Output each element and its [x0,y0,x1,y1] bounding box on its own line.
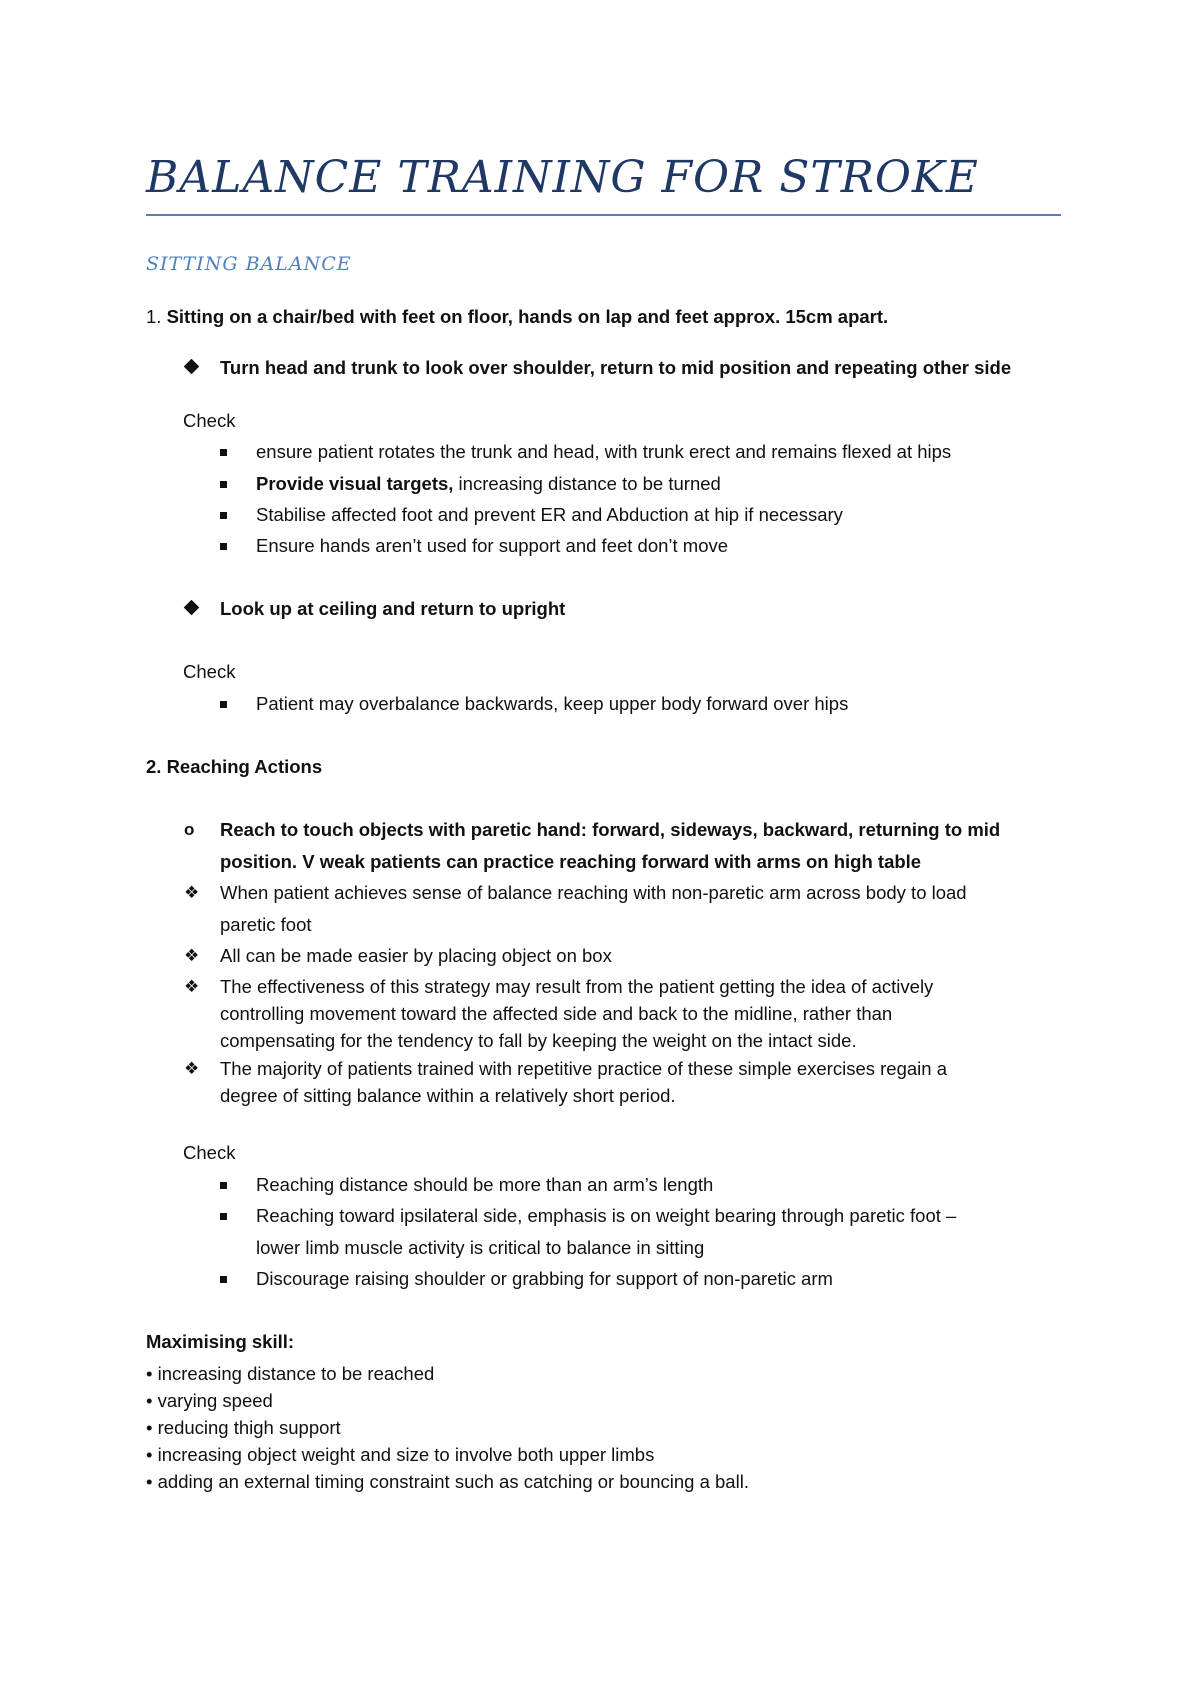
reach-point: compensating for the tendency to fall by keeping the weight on the intact side. [220,1030,857,1051]
four-diamond-icon: ❖ [184,977,200,996]
check-item: ensure patient rotates the trunk and head, with trunk erect and remains flexed at hips [256,441,952,462]
check-label: Check [183,410,236,431]
four-diamond-icon: ❖ [184,883,200,902]
title-divider [146,214,1061,216]
maximising-item-text: increasing object weight and size to involve both upper limbs [157,1444,655,1465]
check-item-bold: Provide visual targets, [256,473,454,494]
maximising-item-text: reducing thigh support [157,1417,341,1438]
square-bullet-icon [220,1204,227,1228]
check-item-text: increasing distance to be turned [453,473,721,494]
item1-heading [146,305,888,329]
bullet-icon: • [146,1390,153,1411]
four-diamond-icon: ❖ [184,946,200,965]
square-bullet-icon [220,440,227,464]
square-bullet-icon [220,1173,227,1197]
reach-point: controlling movement toward the affected side and back to the midline, rather than [220,1003,893,1024]
exercise-turn-head: Turn head and trunk to look over shoulder, return to mid position and repeating other side [220,357,1012,378]
item2-heading: 2. Reaching Actions [146,756,323,777]
maximising-item-text: increasing distance to be reached [157,1363,435,1384]
bullet-icon: • [146,1444,153,1465]
circle-bullet-icon: o [184,820,195,839]
square-bullet-icon [220,692,227,716]
square-bullet-icon [220,472,227,496]
exercise-look-up: Look up at ceiling and return to upright [220,598,566,619]
reach-point: When patient achieves sense of balance reaching with non-paretic arm across body to load [220,882,967,903]
reach-point: The majority of patients trained with repetitive practice of these simple exercises regain a [220,1058,947,1079]
square-bullet-icon [220,1267,227,1291]
check-item: lower limb muscle activity is critical to balance in sitting [256,1237,705,1258]
reach-main-line: Reach to touch objects with paretic hand: forward, sideways, backward, returning to mid [220,819,1001,840]
reach-point: paretic foot [220,914,312,935]
item1-text: Sitting on a chair/bed with feet on floor, hands on lap and feet approx. 15cm apart. [166,306,889,327]
maximising-item [146,1443,654,1467]
square-bullet-icon [220,503,227,527]
reach-main-line: position. V weak patients can practice reaching forward with arms on high table [220,851,922,872]
item1-number: 1. [146,306,162,327]
maximising-item [146,1362,434,1386]
check-item: Reaching distance should be more than an arm’s length [256,1174,714,1195]
reach-point: The effectiveness of this strategy may result from the patient getting the idea of actively [220,976,934,997]
maximising-item [146,1416,341,1440]
square-bullet-icon [220,534,227,558]
check-item: Reaching toward ipsilateral side, emphasis is on weight bearing through paretic foot – [256,1205,957,1226]
diamond-icon [186,356,197,380]
section-heading: SITTING BALANCE [146,253,352,275]
reach-point: degree of sitting balance within a relatively short period. [220,1085,676,1106]
maximising-heading: Maximising skill: [146,1331,295,1352]
diamond-icon [186,597,197,621]
check-item: Discourage raising shoulder or grabbing for support of non-paretic arm [256,1268,833,1289]
bullet-icon: • [146,1417,153,1438]
maximising-item [146,1389,273,1413]
check-label: Check [183,1142,236,1163]
check-item: Ensure hands aren’t used for support and feet don’t move [256,535,729,556]
four-diamond-icon: ❖ [184,1059,200,1078]
bullet-icon: • [146,1363,153,1384]
reach-point: All can be made easier by placing object on box [220,945,612,966]
check-item: Patient may overbalance backwards, keep upper body forward over hips [256,693,849,714]
check-item [256,472,721,496]
maximising-item [146,1470,749,1494]
bullet-icon: • [146,1471,153,1492]
maximising-item-text: varying speed [157,1390,273,1411]
maximising-item-text: adding an external timing constraint such as catching or bouncing a ball. [157,1471,749,1492]
page-title: BALANCE TRAINING FOR STROKE [146,152,979,203]
check-item: Stabilise affected foot and prevent ER and Abduction at hip if necessary [256,504,843,525]
check-label: Check [183,661,236,682]
